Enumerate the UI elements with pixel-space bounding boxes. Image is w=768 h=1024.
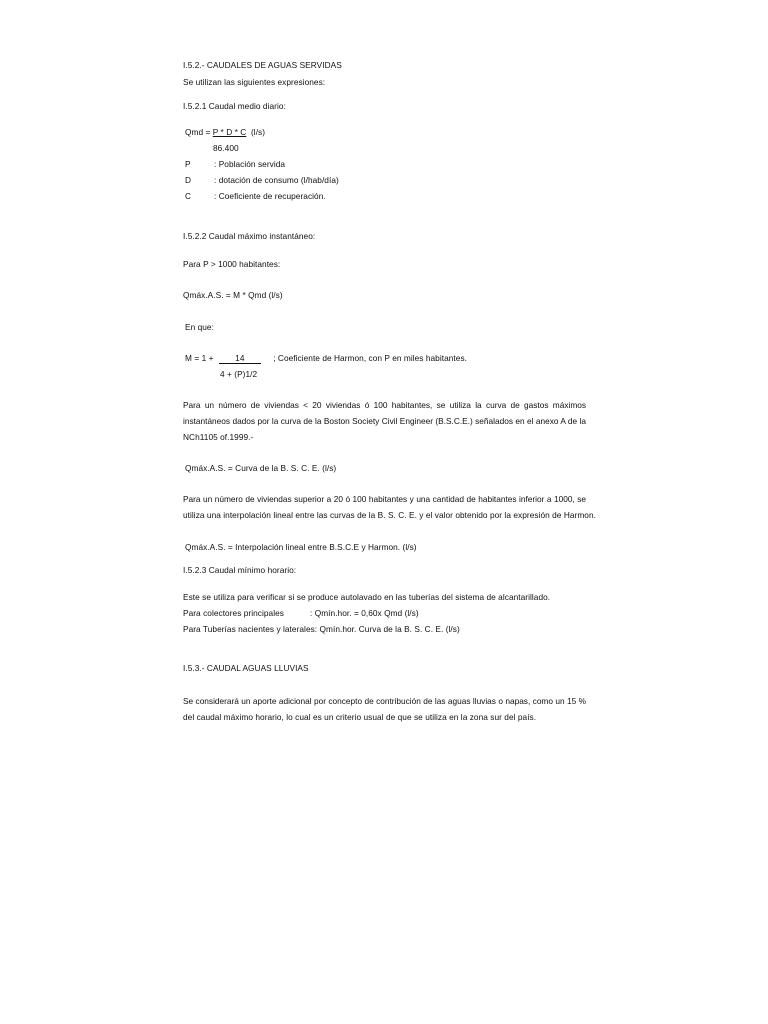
paragraph-line: instantáneos dados por la curva de la Boston Society Civil Engineer (B.S.C.E.) señalados en el anexo A de la: [183, 416, 586, 426]
harmon-lhs: M = 1 +: [185, 353, 214, 363]
en-que-label: En que:: [185, 322, 214, 332]
paragraph-line: NCh1105 of.1999.-: [183, 432, 254, 442]
formula-lhs-sub: md: [191, 127, 204, 137]
harmon-comment: ; Coeficiente de Harmon, con P en miles habitantes.: [273, 353, 467, 363]
def-desc-p: : Población servida: [214, 159, 286, 169]
formula-qmax: Qmáx.A.S. = M * Qmd (l/s): [183, 290, 283, 300]
paragraph-line: Se considerará un aporte adicional por concepto de contribución de las aguas lluvias o napas, como un 15 %: [183, 696, 586, 706]
harmon-denominator: 4 + (P)1/2: [220, 369, 258, 379]
formula-eq: =: [203, 127, 213, 137]
paragraph-line: Este se utiliza para verificar si se produce autolavado en las tuberías del sistema de alcantarillado.: [183, 592, 551, 602]
tuberias-line: Para Tuberías nacientes y laterales: Qmín.hor. Curva de la B. S. C. E. (l/s): [183, 624, 460, 634]
condition-text: Para P > 1000 habitantes:: [183, 259, 281, 269]
formula-lhs: Q: [185, 127, 192, 137]
paragraph-line: Para un número de viviendas superior a 20 ó 100 habitantes y una cantidad de habitantes inferior a 1000, se: [183, 494, 586, 504]
paragraph-line: Para un número de viviendas < 20 viviendas ó 100 habitantes, se utiliza la curva de gastos máximos: [183, 400, 586, 410]
formula-caudal-medio: [185, 127, 265, 138]
formula-denominator: 86.400: [213, 143, 239, 153]
formula-numerator: P * D * C: [212, 127, 247, 137]
paragraph-line: del caudal máximo horario, lo cual es un criterio usual de que se utiliza en la zona sur del país.: [183, 712, 537, 722]
section-heading-caudales-aguas-servidas: I.5.2.- CAUDALES DE AGUAS SERVIDAS: [183, 60, 342, 70]
def-sym-c: C: [185, 191, 192, 201]
colectores-label: Para colectores principales: [183, 608, 284, 618]
subheading-caudal-minimo-horario: I.5.2.3 Caudal mínimo horario:: [183, 565, 297, 575]
def-sym-p: P: [185, 159, 191, 169]
harmon-numerator: 14: [219, 353, 261, 364]
intro-text: Se utilizan las siguientes expresiones:: [183, 77, 326, 87]
subheading-caudal-medio-diario: I.5.2.1 Caudal medio diario:: [183, 101, 286, 111]
formula-units: (l/s): [250, 127, 266, 137]
colectores-value: : Qmín.hor. = 0,60x Qmd (l/s): [310, 608, 419, 618]
subheading-caudal-maximo-instantaneo: I.5.2.2 Caudal máximo instantáneo:: [183, 231, 316, 241]
def-desc-c: : Coeficiente de recuperación.: [214, 191, 326, 201]
section-heading-caudal-aguas-lluvias: I.5.3.- CAUDAL AGUAS LLUVIAS: [183, 663, 309, 673]
formula-interpolacion: Qmáx.A.S. = Interpolación lineal entre B.S.C.E y Harmon. (l/s): [185, 542, 417, 552]
formula-harmon: [185, 353, 467, 364]
def-sym-d: D: [185, 175, 192, 185]
paragraph-line: utiliza una interpolación lineal entre las curvas de la B. S. C. E. y el valor obtenido por la expresión de Harmon.: [183, 510, 596, 520]
def-desc-d: : dotación de consumo (l/hab/día): [214, 175, 339, 185]
formula-qmax-bsce: Qmáx.A.S. = Curva de la B. S. C. E. (l/s): [185, 463, 337, 473]
